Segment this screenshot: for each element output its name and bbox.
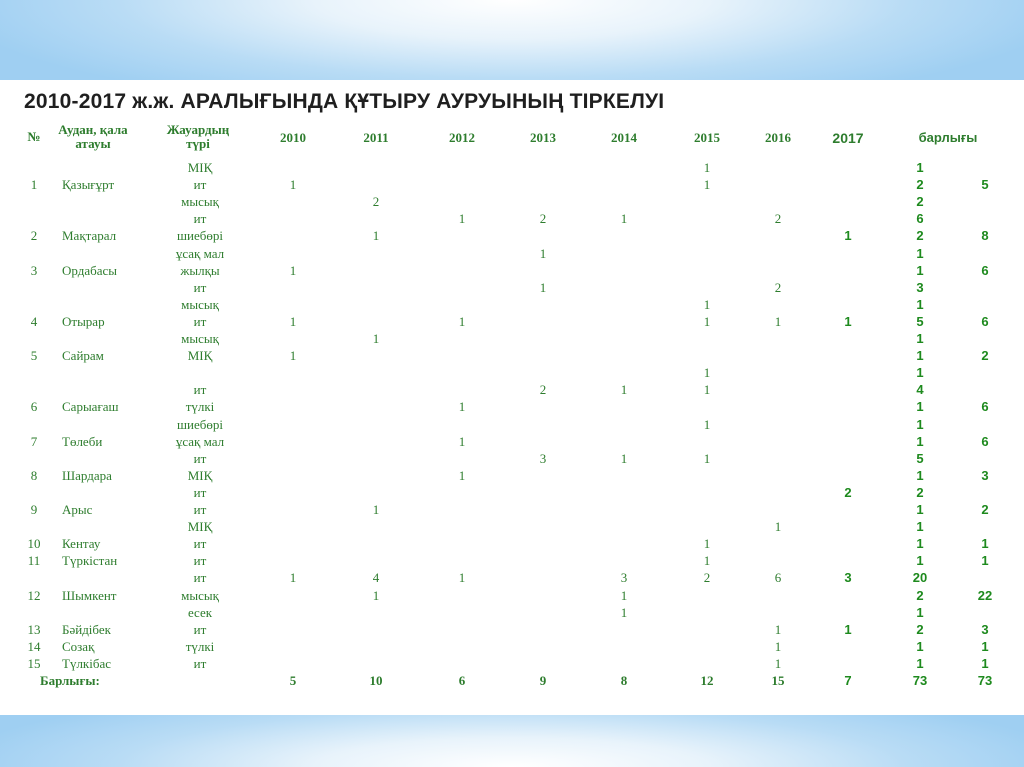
row-number: 8 (30, 467, 38, 483)
year-value: 1 (703, 382, 711, 398)
row-number: 10 (27, 536, 41, 552)
row-total: 4 (916, 382, 924, 398)
animal-type: түлкі (185, 638, 215, 654)
year-value: 1 (620, 382, 628, 398)
year-value: 1 (289, 348, 297, 364)
row-total: 1 (916, 331, 924, 346)
header-year: 2017 (832, 130, 864, 146)
animal-type: ит (193, 484, 207, 500)
row-number: 2 (30, 228, 38, 244)
totals-year-value: 5 (289, 673, 297, 688)
animal-type: түлкі (185, 399, 215, 415)
bottom-decor-band (0, 715, 1024, 767)
row-total: 1 (916, 604, 924, 620)
year-value: 1 (703, 536, 711, 552)
district-total: 5 (981, 177, 989, 193)
row-total: 1 (916, 416, 924, 432)
year-value: 3 (844, 570, 852, 586)
year-value: 1 (703, 313, 711, 329)
row-total: 1 (916, 296, 924, 312)
row-total: 1 (916, 502, 924, 517)
district-name: Созақ (62, 638, 95, 654)
year-value: 2 (703, 570, 711, 586)
animal-type: ит (193, 536, 207, 552)
district-name: Сайрам (62, 348, 104, 364)
district-name: Түркістан (62, 553, 118, 569)
row-total: 1 (916, 262, 924, 278)
year-value: 1 (372, 587, 380, 603)
row-total: 1 (916, 365, 924, 381)
year-value: 1 (289, 570, 297, 586)
animal-type: ит (193, 655, 207, 671)
row-total: 2 (916, 194, 924, 210)
district-total: 6 (981, 433, 989, 449)
animal-type: ит (193, 502, 207, 517)
header-year: 2012 (449, 130, 475, 145)
header-year: 2016 (765, 130, 791, 145)
district-total: 1 (981, 553, 989, 569)
district-total: 3 (981, 467, 989, 483)
totals-year-value: 10 (369, 673, 383, 688)
animal-type: ит (193, 570, 207, 586)
year-value: 1 (539, 279, 547, 295)
header-animal: Жауардың түрі (166, 122, 230, 151)
district-total: 2 (981, 502, 989, 517)
animal-type: ит (193, 382, 207, 398)
totals-year-value: 12 (700, 673, 714, 688)
year-value: 1 (774, 638, 782, 654)
year-value: 1 (539, 245, 547, 261)
animal-type: мысық (181, 296, 219, 312)
district-name: Отырар (62, 313, 105, 329)
year-value: 1 (620, 604, 628, 620)
animal-type: ит (193, 621, 207, 637)
row-total: 1 (916, 553, 924, 569)
row-number: 12 (27, 587, 41, 603)
row-total: 1 (916, 433, 924, 449)
district-name: Ордабасы (62, 262, 117, 278)
animal-type: МІҚ (187, 467, 213, 483)
animal-type: ұсақ мал (175, 433, 225, 449)
totals-grand: 73 (977, 673, 993, 688)
header-year: 2015 (694, 130, 720, 145)
year-value: 1 (458, 399, 466, 415)
totals-sum: 73 (912, 673, 928, 688)
row-total: 1 (916, 467, 924, 483)
year-value: 2 (844, 484, 852, 500)
district-total: 2 (981, 348, 989, 364)
totals-year-value: 7 (844, 673, 852, 688)
row-number: 6 (30, 399, 38, 415)
animal-type: ит (193, 313, 207, 329)
year-value: 1 (289, 262, 297, 278)
district-name: Мақтарал (62, 228, 117, 244)
year-value: 1 (372, 331, 380, 346)
year-value: 1 (844, 313, 852, 329)
district-total: 3 (981, 621, 989, 637)
row-number: 11 (27, 553, 41, 569)
district-name: Шардара (62, 467, 112, 483)
district-total: 1 (981, 655, 989, 671)
row-total: 2 (916, 484, 924, 500)
district-name: Түлкібас (62, 655, 112, 671)
row-number: 13 (27, 621, 41, 637)
row-total: 2 (916, 177, 924, 193)
animal-type: ит (193, 279, 207, 295)
year-value: 1 (620, 587, 628, 603)
row-total: 1 (916, 536, 924, 552)
district-name: Арыс (62, 502, 93, 517)
animal-type: МІҚ (187, 160, 213, 175)
row-number: 15 (27, 655, 41, 671)
row-total: 2 (916, 587, 924, 603)
district-name: Кентау (62, 536, 101, 552)
year-value: 6 (774, 570, 782, 586)
district-total: 1 (981, 638, 989, 654)
district-total: 6 (981, 399, 989, 415)
header-year: 2011 (363, 130, 389, 145)
animal-type: шиебөрі (177, 228, 223, 244)
year-value: 1 (458, 211, 466, 227)
year-value: 1 (458, 433, 466, 449)
year-value: 2 (774, 279, 782, 295)
year-value: 1 (774, 313, 782, 329)
year-value: 1 (620, 211, 628, 227)
row-total: 1 (916, 245, 924, 261)
slide-title: 2010-2017 ж.ж. АРАЛЫҒЫНДА ҚҰТЫРУ АУРУЫНЫҢ ТІРКЕЛУІ (24, 90, 665, 113)
district-total: 6 (981, 313, 989, 329)
year-value: 1 (458, 467, 466, 483)
animal-type: ит (193, 177, 207, 193)
district-name: Төлеби (62, 433, 103, 449)
animal-type: мысық (181, 194, 219, 210)
row-number: 7 (30, 433, 38, 449)
totals-year-value: 15 (771, 673, 785, 688)
district-name: Сарыағаш (62, 399, 119, 415)
year-value: 1 (774, 621, 782, 637)
row-number: 5 (30, 348, 38, 364)
row-number: 4 (30, 313, 38, 329)
animal-type: мысық (181, 587, 219, 603)
totals-year-value: 9 (539, 673, 547, 688)
year-value: 2 (372, 194, 380, 210)
row-total: 6 (916, 211, 924, 227)
animal-type: МІҚ (187, 348, 213, 364)
totals-year-value: 8 (620, 673, 628, 688)
header-year: 2010 (280, 130, 306, 145)
row-total: 1 (916, 348, 924, 364)
animal-type: мысық (181, 331, 219, 346)
row-number: 1 (30, 177, 38, 193)
header-no: № (27, 129, 41, 144)
district-total: 22 (977, 587, 993, 603)
row-number: 9 (30, 502, 38, 517)
district-total: 8 (981, 228, 989, 244)
row-total: 1 (916, 160, 924, 175)
row-number: 3 (30, 262, 38, 278)
animal-type: ит (193, 553, 207, 569)
header-total: барлығы (918, 130, 978, 145)
year-value: 1 (458, 313, 466, 329)
year-value: 1 (703, 177, 711, 193)
header-district: Аудан, қала атауы (58, 122, 128, 151)
row-total: 5 (916, 313, 924, 329)
year-value: 2 (539, 211, 547, 227)
row-total: 3 (916, 279, 924, 295)
animal-type: ұсақ мал (175, 245, 225, 261)
year-value: 1 (703, 365, 711, 381)
district-total: 1 (981, 536, 989, 552)
year-value: 1 (703, 553, 711, 569)
row-total: 2 (916, 621, 924, 637)
row-total: 1 (916, 655, 924, 671)
district-total: 6 (981, 262, 989, 278)
row-total: 2 (916, 228, 924, 244)
year-value: 1 (620, 450, 628, 466)
header-year: 2014 (611, 130, 637, 145)
animal-type: ит (193, 450, 207, 466)
year-value: 1 (458, 570, 466, 586)
row-total: 1 (916, 399, 924, 415)
year-value: 2 (774, 211, 782, 227)
year-value: 1 (844, 621, 852, 637)
year-value: 1 (289, 177, 297, 193)
row-number: 14 (27, 638, 41, 654)
row-total: 20 (912, 570, 928, 586)
row-total: 5 (916, 450, 924, 466)
animal-type: есек (187, 604, 213, 620)
year-value: 2 (539, 382, 547, 398)
year-value: 1 (703, 296, 711, 312)
row-total: 1 (916, 519, 924, 535)
year-value: 3 (620, 570, 628, 586)
year-value: 1 (703, 450, 711, 466)
row-total: 1 (916, 638, 924, 654)
totals-year-value: 6 (458, 673, 466, 688)
year-value: 1 (703, 160, 711, 175)
year-value: 1 (774, 655, 782, 671)
year-value: 3 (539, 450, 547, 466)
year-value: 1 (703, 416, 711, 432)
year-value: 1 (289, 313, 297, 329)
top-decor-band (0, 0, 1024, 80)
animal-type: ит (193, 211, 207, 227)
animal-type: жылқы (180, 262, 220, 278)
year-value: 1 (774, 519, 782, 535)
district-name: Қазығұрт (62, 177, 115, 193)
animal-type: МІҚ (187, 519, 213, 535)
slide (0, 80, 1024, 715)
totals-label: Барлығы: (40, 673, 100, 688)
header-year: 2013 (530, 130, 556, 145)
animal-type: шиебөрі (177, 416, 223, 432)
year-value: 1 (844, 228, 852, 244)
year-value: 1 (372, 502, 380, 517)
district-name: Бәйдібек (62, 621, 111, 637)
year-value: 1 (372, 228, 380, 244)
year-value: 4 (372, 570, 380, 586)
district-name: Шымкент (62, 587, 117, 603)
